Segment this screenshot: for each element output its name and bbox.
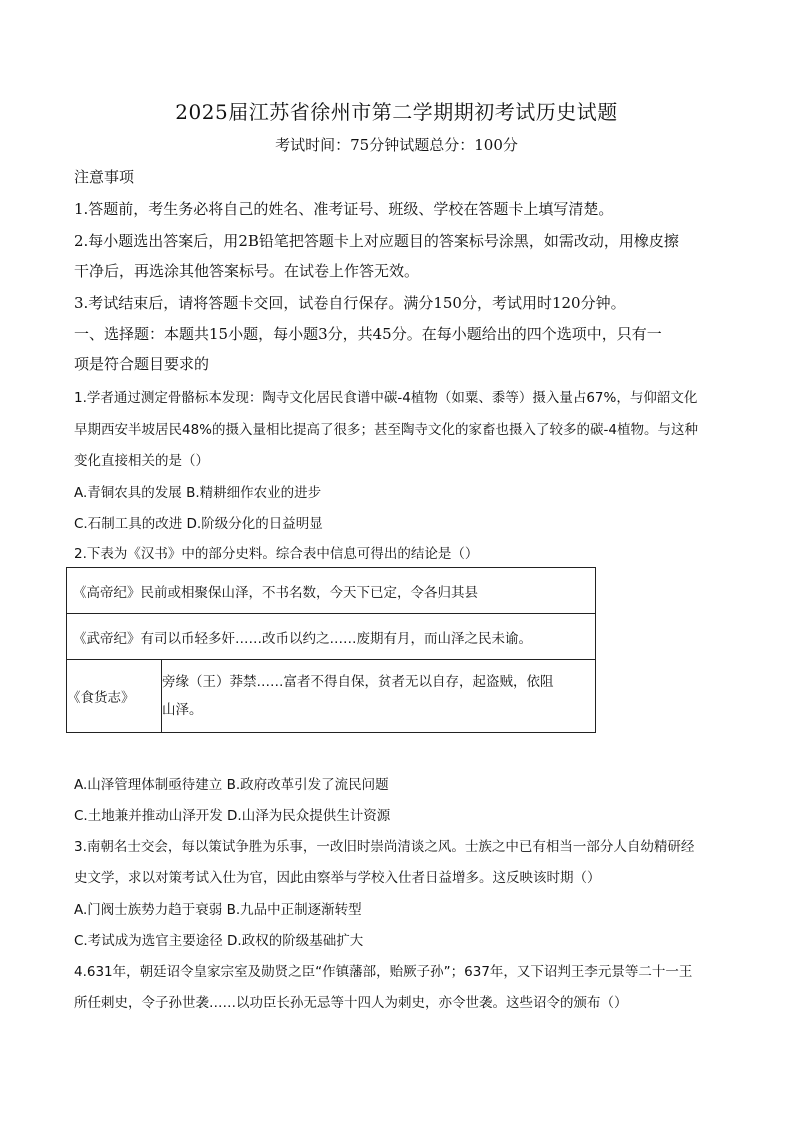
notes-heading: 注意事项	[74, 168, 135, 186]
table-cell-line: 山泽。	[162, 702, 203, 718]
q2-options-ab: A.山泽管理体制亟待建立 B.政府改革引发了流民问题	[74, 777, 389, 793]
table-row	[67, 660, 596, 733]
table-row-text: 《高帝纪》民前或相聚保山泽，不书名数，今天下已定，令各归其县	[73, 584, 478, 601]
note-item-2-cont: 干净后，再选涂其他答案标号。在试卷上作答无效。	[74, 262, 420, 280]
table-row	[67, 568, 596, 614]
q1-options-cd: C.石制工具的改进 D.阶级分化的日益明显	[74, 516, 323, 532]
q3-stem-line1: 3.南朝名士交会，每以策试争胜为乐事，一改旧时崇尚清谈之风。士族之中已有相当一部分人自幼精研经	[74, 839, 695, 855]
q1-stem-line2: 早期西安半坡居民48%的摄入量相比提高了很多；甚至陶寺文化的家畜也摄入了较多的碳-4植物。与这种	[74, 422, 698, 438]
q1-stem-line1: 1.学者通过测定骨骼标本发现：陶寺文化居民食谱中碳-4植物（如粟、黍等）摄入量占67%，与仰韶文化	[74, 390, 698, 406]
table-cell-line: 旁缘（王）莽禁……富者不得自保，贫者无以自存，起盗贼，依阻	[162, 674, 554, 690]
q3-stem-line2: 史文学，求以对策考试入仕为官，因此由察举与学校入仕者日益增多。这反映该时期（）	[74, 870, 601, 886]
q1-stem-line3: 变化直接相关的是（）	[74, 453, 209, 469]
note-item-2: 2.每小题选出答案后，用2B铅笔把答题卡上对应题目的答案标号涂黑，如需改动，用橡皮擦	[74, 232, 679, 250]
q1-options-ab: A.青铜农具的发展 B.精耕细作农业的进步	[74, 485, 322, 501]
q3-options-ab: A.门阀士族势力趋于衰弱 B.九品中正制逐渐转型	[74, 902, 362, 918]
q4-stem-line1: 4.631年，朝廷诏令皇家宗室及勋贤之臣“作镇藩部，贻厥子孙”；637年，又下诏判王李元景等二十一王	[74, 964, 693, 980]
exam-title: 2025届江苏省徐州市第二学期期初考试历史试题	[175, 100, 618, 124]
section-heading: 一、选择题：本题共15小题，每小题3分，共45分。在每小题给出的四个选项中，只有一	[74, 325, 662, 343]
q2-options-cd: C.土地兼并推动山泽开发 D.山泽为民众提供生计资源	[74, 808, 391, 824]
section-heading-cont: 项是符合题目要求的	[74, 355, 210, 373]
note-item-3: 3.考试结束后，请将答题卡交回，试卷自行保存。满分150分，考试用时120分钟。	[74, 294, 626, 312]
table-cell	[67, 568, 596, 614]
table-row-text: 《武帝纪》有司以币轻多奸……改币以约之……废期有月，而山泽之民未谕。	[73, 630, 532, 647]
q2-source-table	[66, 567, 596, 733]
q2-stem: 2.下表为《汉书》中的部分史料。综合表中信息可得出的结论是（）	[74, 546, 479, 562]
table-cell-content	[162, 660, 596, 733]
note-item-1: 1.答题前，考生务必将自己的姓名、准考证号、班级、学校在答题卡上填写清楚。	[74, 200, 614, 218]
exam-subtitle: 考试时间：75分钟试题总分：100分	[275, 136, 518, 154]
table-row	[67, 614, 596, 660]
table-cell	[67, 614, 596, 660]
table-cell-label: 《食货志》	[67, 660, 162, 733]
q3-options-cd: C.考试成为选官主要途径 D.政权的阶级基础扩大	[74, 933, 364, 949]
q4-stem-line2: 所任刺史，令子孙世袭……以功臣长孙无忌等十四人为刺史，亦令世袭。这些诏令的颁布（）	[74, 995, 628, 1011]
